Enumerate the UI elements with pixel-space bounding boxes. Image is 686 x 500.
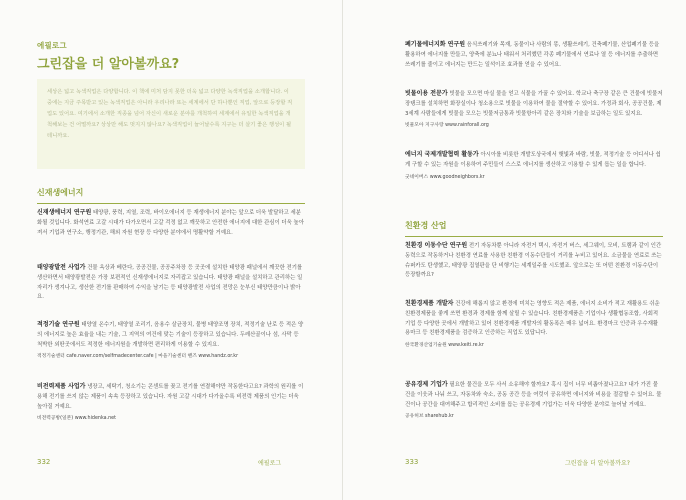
- entry-solar-business: [37, 263, 305, 303]
- section-heading-eco-industry: 친환경 산업: [405, 221, 447, 230]
- entry-text: 필요한 물건을 모두 사서 소유해야 할까요? 혹시 집이 너무 비좁아졌나고요? 내가 가진 물건을 이웃과 나눠 쓰고, 자동차와 숙소, 공동 공간 등을 여럿이 공유하면 에너지와 비용을 절감할 수 있어요. 물건이나 공간을 대여해주고 합리적인 소비를 돕는 공유경제 기업가는 더욱 다양한 분야로 늘어날 거예요.: [405, 382, 662, 408]
- entry-text: 냉장고, 세탁기, 청소기는 콘센트를 꽂고 전기를 연결해야만 작동한다고요? 과학의 원리를 이용해 전기를 쓰지 않는 제품이 속속 등장하고 있습니다. 자원 고갈 시대가 다가올수록 비전력 제품의 인기는 더욱 높아질 거예요.: [37, 384, 304, 410]
- entry-text: 태양광, 풍력, 지열, 조력, 바이오에너지 등 재생에너지 분야는 앞으로 더욱 발달하고 세분화될 것입니다. 화석연료 고갈 시대가 다가오면서 고갈 걱정 없고 깨끗하고 안전한 에너지에 대한 관심이 더욱 높아져서 기업과 연구소, 행정기관, 해외 자원 현장 등 다양한 분야에서 명활약할 거예요.: [37, 210, 304, 236]
- entry-text: 빗물을 모으면 마실 물을 얻고 식물을 가꿀 수 있어요. 학교나 축구장 같은 큰 건물에 빗물저장탱크를 설치하면 화장실이나 청소용으로 빗물을 이용하여 물을 절약할 수 있어요. 가정과 회사, 공공건물, 제3세계 사람들에게 빗물을 모으는 빗물저금통과 빗물항아리 같은 장치와 기술을 보급하는 일도 있지요.: [405, 91, 663, 117]
- entry-source: 굿네이버스 www.goodneighbors.kr: [405, 174, 485, 180]
- entry-name: 비전력제품 사업가: [37, 383, 86, 390]
- right-page: [343, 0, 686, 500]
- entry-eco-product: [405, 299, 663, 351]
- entry-text: 전기 자동차뿐 아니라 자전거 택시, 자전거 버스, 세그웨이, 모비, 트램과 같이 인간동력으로 작동하거나 친환경 연료를 사용한 친환경 이동수단들이 거리를 누비고 있어요. 소금물을 연료로 쓰는 슈퍼카도 탄생했고, 태양광 집열판을 단 비행기는 세계일주를 시도했죠. 앞으로는 또 어떤 친환경 이동수단이 등장할까요?: [405, 243, 662, 279]
- entry-name: 친환경 이동수단 연구원: [405, 242, 468, 249]
- entry-eco-mobility: [405, 241, 663, 281]
- page-number: 332: [37, 458, 51, 466]
- running-footer: 그린잡을 더 알아볼까요?: [565, 460, 630, 467]
- entry-waste-energy: [405, 40, 663, 70]
- section-rule: [37, 203, 305, 204]
- entry-text: 태양열 온수기, 태양열 조리기, 음용수 살균장치, 물병 태양조명 장치, 적정기술 난로 등 적은 양의 에너지로 높은 효율을 내는 기술, 그 지역의 여건에 맞는 기술이 등장하고 있습니다. 두레산골이나 섬, 사막 등 척박한 외딴곳에서도 적정한 에너지원을 개발하면 편리하게 이용할 수 있지요.: [37, 322, 304, 348]
- entry-rainwater: [405, 89, 663, 131]
- entry-text: 건물 옥상과 베란다, 공공건물, 공공주차장 등 곳곳에 설치한 태양광 패널에서 깨끗한 전기를 생산하면서 태양광발전은 가장 보편적인 신재생에너지로 자리잡고 있습니다. 태양광 패널을 설치하고 관리하는 일자리가 생겨나고, 생산한 전기를 판매하여 수익을 남기는 등 태양광발전 사업의 전망은 눈부신 태양만큼이나 밝아요.: [37, 265, 303, 301]
- entry-source: 적정기술센터 cafe.naver.com/selfmadecenter.cafe | 마을기술센터 핸즈 www.handz.or.kr: [37, 354, 239, 360]
- entry-renewable-researcher: [37, 208, 305, 238]
- page-title: 그린잡을 더 알아볼까요?: [37, 57, 180, 72]
- entry-energy-dev-cooperation: [405, 150, 663, 182]
- section-rule: [405, 236, 663, 237]
- entry-name: 신재생에너지 연구원: [37, 209, 92, 216]
- entry-text: 아시아를 비롯한 개발도상국에서 햇빛과 바람, 빗물, 적정기술 등 어디서나 쉽게 구할 수 있는 자원을 이용하여 주민들이 스스로 에너지를 생산하고 이용할 수 있게 돕는 일을 합니다.: [405, 152, 661, 168]
- entry-name: 적정기술 연구원: [37, 321, 80, 328]
- entry-name: 태양광발전 사업가: [37, 264, 86, 271]
- entry-name: 공유경제 기업가: [405, 381, 448, 388]
- chapter-label: 에필로그: [37, 41, 67, 50]
- entry-source: 한국환경산업기술원 www.keiti.re.kr: [405, 343, 484, 349]
- entry-name: 친환경제품 개발자: [405, 300, 454, 307]
- section-heading-renewable: 신재생에너지: [37, 188, 84, 197]
- entry-appropriate-tech: [37, 320, 305, 362]
- entry-name: 폐기물에너지화 연구원: [405, 41, 466, 48]
- entry-non-electric: [37, 382, 305, 424]
- entry-text: 음식쓰레기와 목재, 동물이나 사람의 똥, 생활쓰레기, 건축폐기물, 산업폐기물 등을 활용하여 에너지를 만들고, 양축에 분뇨나 태워서 처리했던 각종 폐기물에서 연료나 열 등 에너지를 추출하면 쓰레기를 줄이고 에너지는 만드는 일석이조 효과를 얻을 수 있어요.: [405, 42, 660, 68]
- intro-box: 세상은 넓고 녹색직업은 다양합니다. 이 책에 미처 담지 못한 더욱 넓고 다양한 녹색직업을 소개합니다. 이 중에는 지금 주목받고 있는 녹색직업은 아니라 우리나라 또는 세계에서 단 하나뿐인 직업, 앞으로 등장할 직업도 있어요. 여기에서 소개한 직종을 넘어 자신이 새로운 분야를 개척하여 세계에서 유일한 녹색직업을 개척해보는 건 어떨까요? 상상만 해도 멋지지 않나요? 녹색직업이 늘어날수록 지구는 더 살기 좋은 행성이 될 테니까요.: [37, 79, 305, 169]
- entry-sharing-economy: [405, 380, 663, 422]
- entry-name: 에너지 국제개발협력 활동가: [405, 151, 479, 158]
- entry-source: 공유허브 sharehub.kr: [405, 414, 454, 420]
- running-footer: 에필로그: [258, 460, 282, 467]
- page-number: 333: [405, 458, 419, 466]
- entry-name: 빗물이용 전문가: [405, 90, 448, 97]
- entry-source: 빗물모아 지구사랑 www.rainforall.org: [405, 123, 489, 129]
- entry-text: 건강에 해롭지 않고 환경에 미치는 영향도 적은 제품, 에너지 소비가 적고 재활용도 쉬운 친환경제품을 좋게 쓰면 환경과 경제를 함께 살릴 수 있습니다. 친환경제품은 기업이나 생활협동조합, 사회적 기업 등 다양한 곳에서 개발하고 있어 친환경제품 개발자의 활동폭은 매우 넓어요. 환경마크 인증과 우수재활용마크 등 친환경제품을 검증하고 인증하는 직업도 있답니다.: [405, 301, 660, 337]
- entry-source: 비전력공방(일본) www.hidenka.net: [37, 416, 116, 422]
